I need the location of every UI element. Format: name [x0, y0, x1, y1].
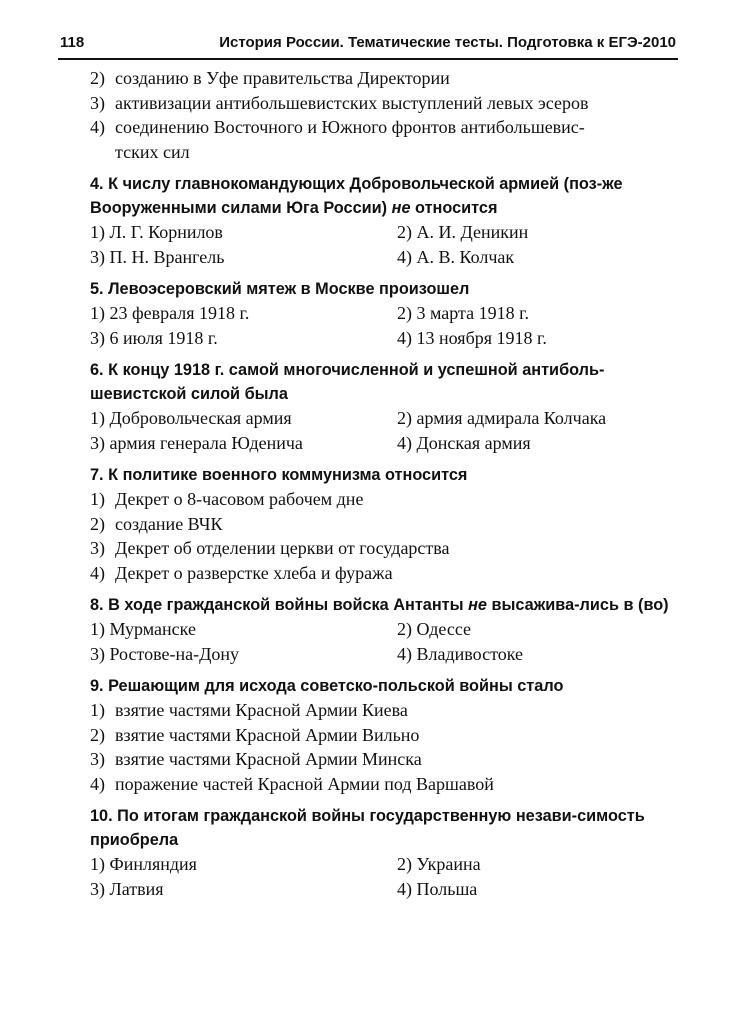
question-10: 10. По итогам гражданской войны государственную незави-симость приобрела — [90, 807, 645, 849]
question-10-options — [90, 852, 680, 901]
option: 3) активизации антибольшевистских выступлений левых эсеров — [90, 92, 589, 113]
option: 1) 23 февраля 1918 г. — [90, 303, 250, 323]
running-title: История России. Тематические тесты. Подготовка к ЕГЭ-2010 — [219, 34, 676, 51]
option: 2) Украина — [397, 854, 481, 874]
option: 1) взятие частями Красной Армии Киева — [90, 700, 408, 720]
option: 1) Декрет о 8-часовом рабочем дне — [90, 489, 364, 509]
option: 2) созданию в Уфе правительства Директории — [90, 68, 450, 88]
question-5-options — [90, 301, 680, 350]
page-content — [90, 66, 680, 901]
option: 2) Одессе — [397, 619, 472, 639]
option: 3) Декрет об отделении церкви от государства — [90, 538, 450, 558]
page-number: 118 — [60, 34, 85, 51]
question-5: 5. Левоэсеровский мятеж в Москве произошел — [90, 280, 470, 298]
option: 2) 3 марта 1918 г. — [397, 303, 529, 323]
option: 4) соединению Восточного и Южного фронтов антибольшевис- тских сил — [90, 117, 585, 162]
option: 4) 13 ноября 1918 г. — [397, 327, 547, 348]
option: 4) поражение частей Красной Армии под Варшавой — [90, 773, 494, 794]
question-4-options — [90, 220, 680, 269]
option: 3) Ростове-на-Дону — [90, 643, 240, 664]
option: 2) создание ВЧК — [90, 513, 223, 534]
question-6-options — [90, 406, 680, 455]
option: 1) Добровольческая армия — [90, 408, 292, 428]
question-9-options — [90, 698, 680, 796]
option: 3) взятие частями Красной Армии Минска — [90, 749, 422, 769]
option: 3) Латвия — [90, 878, 164, 899]
option: 4) Донская армия — [397, 432, 531, 453]
question-7: 7. К политике военного коммунизма относится — [90, 466, 468, 484]
question-4: 4. К числу главнокомандующих Добровольческой армией (поз-же Вооруженными силами Юга России) не относится — [90, 175, 623, 217]
option: 1) Финляндия — [90, 854, 197, 874]
header-rule — [58, 58, 678, 60]
option: 3) армия генерала Юденича — [90, 432, 303, 453]
option: 2) А. И. Деникин — [397, 222, 529, 242]
page-header — [58, 34, 678, 54]
question-8-options — [90, 617, 680, 666]
option: 4) Польша — [397, 878, 478, 899]
prev-question-options — [90, 66, 680, 164]
question-9: 9. Решающим для исхода советско-польской войны стало — [90, 677, 564, 695]
option: 2) армия адмирала Колчака — [397, 408, 607, 428]
option: 1) Мурманске — [90, 619, 196, 639]
option: 2) взятие частями Красной Армии Вильно — [90, 724, 420, 745]
question-8: 8. В ходе гражданской войны войска Антанты не высажива-лись в (во) — [90, 596, 669, 614]
option: 4) Владивостоке — [397, 643, 523, 664]
question-7-options — [90, 487, 680, 585]
question-6: 6. К концу 1918 г. самой многочисленной и успешной антиболь-шевистской силой была — [90, 361, 605, 403]
option: 1) Л. Г. Корнилов — [90, 222, 223, 242]
option: 4) А. В. Колчак — [397, 246, 515, 267]
option: 3) 6 июля 1918 г. — [90, 327, 218, 348]
option: 4) Декрет о разверстке хлеба и фуража — [90, 562, 393, 583]
option: 3) П. Н. Врангель — [90, 246, 225, 267]
